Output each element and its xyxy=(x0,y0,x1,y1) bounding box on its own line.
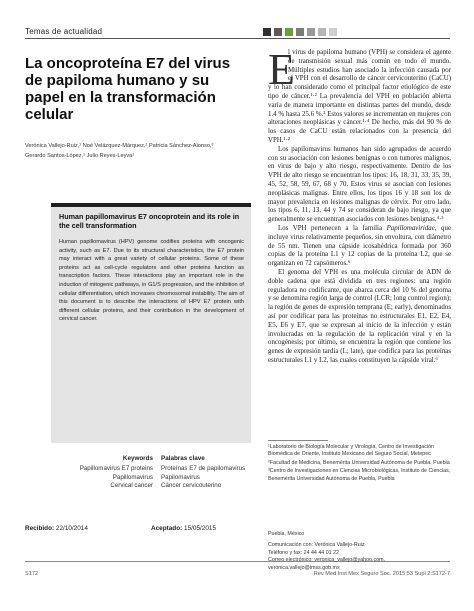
header-square xyxy=(263,28,271,36)
author-line: Verónica Vallejo-Ruiz,¹ Noé Velázquez-Márquez,² Patricia Sánchez-Alonso,³ xyxy=(25,143,214,149)
keyword-item: Papilomavirus xyxy=(161,473,200,481)
header-color-squares xyxy=(263,28,337,36)
email-label: Correo electrónico: veronica_vallejo@yahoo.com, xyxy=(268,557,385,564)
body-paragraph: l virus de papiloma humano (VPH) se considera el agente de transmisión sexual más común en todo el mundo. Múltiples estudios han asociado la infección causada por el VPH con el desarrollo de cáncer cervicouterino (CaCU) y lo han considerado como el principal factor etiológico de este tipo de cáncer.¹·² La prevalencia del VPH en población abierta varía de manera importante en distintas partes del mundo, desde 1.4 % hasta 25.6 %.³ Estos valores se incrementan en mujeres con alteraciones neoplásicas y cáncer.¹·⁴ De hecho, más del 90 % de los casos de CaCU están relacionados con la presencia del VPH.¹·² xyxy=(268,49,451,144)
header-square xyxy=(296,28,304,36)
affiliation: ³Centro de Investigaciones en Ciencias Microbiológicas, Instituto de Ciencias, Benemérita Universidad Autónoma de Puebla, Puebla xyxy=(268,468,451,482)
keyword-item: Papillomavirus xyxy=(112,473,153,481)
section-label: Temas de actualidad xyxy=(25,27,103,36)
body-paragraph: El genoma del VPH es una molécula circular de ADN de doble cadena que está dividida en tres regiones: una región reguladora no codificante, que abarca cerca del 10 % del genoma y se denomina región larga de control (LCR; long control region); la región de genes de expresión temprana (E; early), denominados así por codificar para las proteínas no estructurales E1, E2, E4, E5, E6 y E7, que se expresan al inicio de la infección y están involucradas en la regulación de la replicación viral y en la oncogénesis; por último, se encuentra la región que contiene los genes de expresión tardía (L; late), que codifica para las proteínas estructurales L1 y L2, las cuales constituyen la cápside viral.⁶ xyxy=(268,268,451,364)
received-date xyxy=(25,525,88,532)
affiliations xyxy=(268,444,451,484)
received-label: Recibido: xyxy=(25,525,55,532)
author-list xyxy=(25,141,250,161)
affiliation: ²Facultad de Medicina, Benemérita Universidad Autónoma de Puebla, Puebla xyxy=(268,459,450,466)
header-square xyxy=(329,28,337,36)
palabras-clave-heading: Palabras clave xyxy=(161,455,205,462)
keyword-item: Proteínas E7 de papilomavirus xyxy=(161,465,246,472)
body-text-span: Los VPH pertenecen a la familia xyxy=(278,224,387,232)
accepted-label: Aceptado: xyxy=(151,525,183,532)
keyword-item: Cervical cancer xyxy=(110,482,153,490)
header-rule xyxy=(25,38,450,39)
abstract-title: Human papillomavirus E7 oncoprotein and its role in the cell transformation xyxy=(59,212,240,230)
correspondence-name: Comunicación con: Verónica Vallejo-Ruiz xyxy=(268,542,365,549)
keywords-list-es xyxy=(161,465,261,491)
journal-citation: Rev Med Inst Mex Seguro Soc. 2015;53 Supl 2:S172-7 xyxy=(313,571,450,577)
author-line: Gerardo Santos-López,¹ Julio Reyes-Leyva¹ xyxy=(25,153,135,159)
header-square xyxy=(274,28,282,36)
keywords-heading: Keywords xyxy=(122,455,153,462)
abstract-top-bar xyxy=(51,203,251,207)
body-paragraph: Los papilomavirus humanos han sido agrupados de acuerdo con su asociación con lesiones benignas o con tumores malignos, en virus de bajo y alto riesgo, respectivamente. Dentro de los VPH de alto riesgo se encuentran los tipos: 16, 18, 31, 33, 35, 39, 45, 52, 58, 59, 67, 68 y 70. Estos virus se asocian con lesiones neoplásicas malignas. Entre ellos, los tipos 16 y 18 son los de mayor prevalencia en lesiones malignas de cérvix. Por otro lado, los tipos 6, 11, 13, 44 y 74 se consideran de bajo riesgo, ya que generalmente se encuentran asociados con lesiones benignas.⁴·⁵ xyxy=(268,145,451,224)
footnote-rule xyxy=(268,440,328,441)
email-address[interactable]: veronica.vallejo@imss.gob.mx xyxy=(268,564,340,571)
body-paragraph xyxy=(268,225,451,269)
header-square xyxy=(285,28,293,36)
keyword-item: Papillomavirus E7 proteins xyxy=(79,465,153,472)
body-text xyxy=(268,45,451,366)
page-number: S172 xyxy=(25,571,39,577)
accepted-value: 15/05/2015 xyxy=(184,525,217,532)
header-square xyxy=(307,28,315,36)
article-title: La oncoproteína E7 del virus de papiloma humano y su papel en la transformación celular xyxy=(25,55,231,123)
affiliation: ¹Laboratorio de Biología Molecular y Virología, Centro de Investigación Biomédica de Oriente, Instituto Mexicano del Seguro Social, Metepec xyxy=(268,444,434,458)
keyword-item: Cáncer cervicouterino xyxy=(161,482,222,490)
abstract-text: Human papillomavirus (HPV) genome codifies proteins with oncogenic activity, such as E7. Due to its structural characteristics, the E7 protein may interact with a great variety of cellular proteins. Some of these proteins act as cell-cycle regulators and other proteins function as transcription factors. These interactions play an important role in the induction of mitogenic pathways, in G1/S progression, and the inhibition of cellular differentiation, which increases chromosomal instability. The aim of this document is to describe the interactions of HPV E7 protein with different cellular proteins, and their contribution in the development of cervical cancer. xyxy=(59,239,244,323)
keywords-list-en xyxy=(50,465,153,491)
correspondence xyxy=(268,531,451,572)
accepted-date xyxy=(151,525,216,532)
family-name: Papillomaviridae xyxy=(386,224,435,232)
header-square xyxy=(318,28,326,36)
drop-cap: E xyxy=(268,45,295,94)
received-value: 22/10/2014 xyxy=(55,525,88,532)
body-text-span: , que incluye virus relativamente pequeños, sin envoltura, con diámetro de 55 nm. Tienen una cápside icosahédrica formada por 360 copias de la proteína L1 y 12 copias de la proteína L2, que se organizan en 72 capsómeros.⁶ xyxy=(268,224,451,268)
phone: Teléfono y fax: 24 44 44 01 22 xyxy=(268,549,339,556)
location: Puebla, México xyxy=(268,531,305,537)
